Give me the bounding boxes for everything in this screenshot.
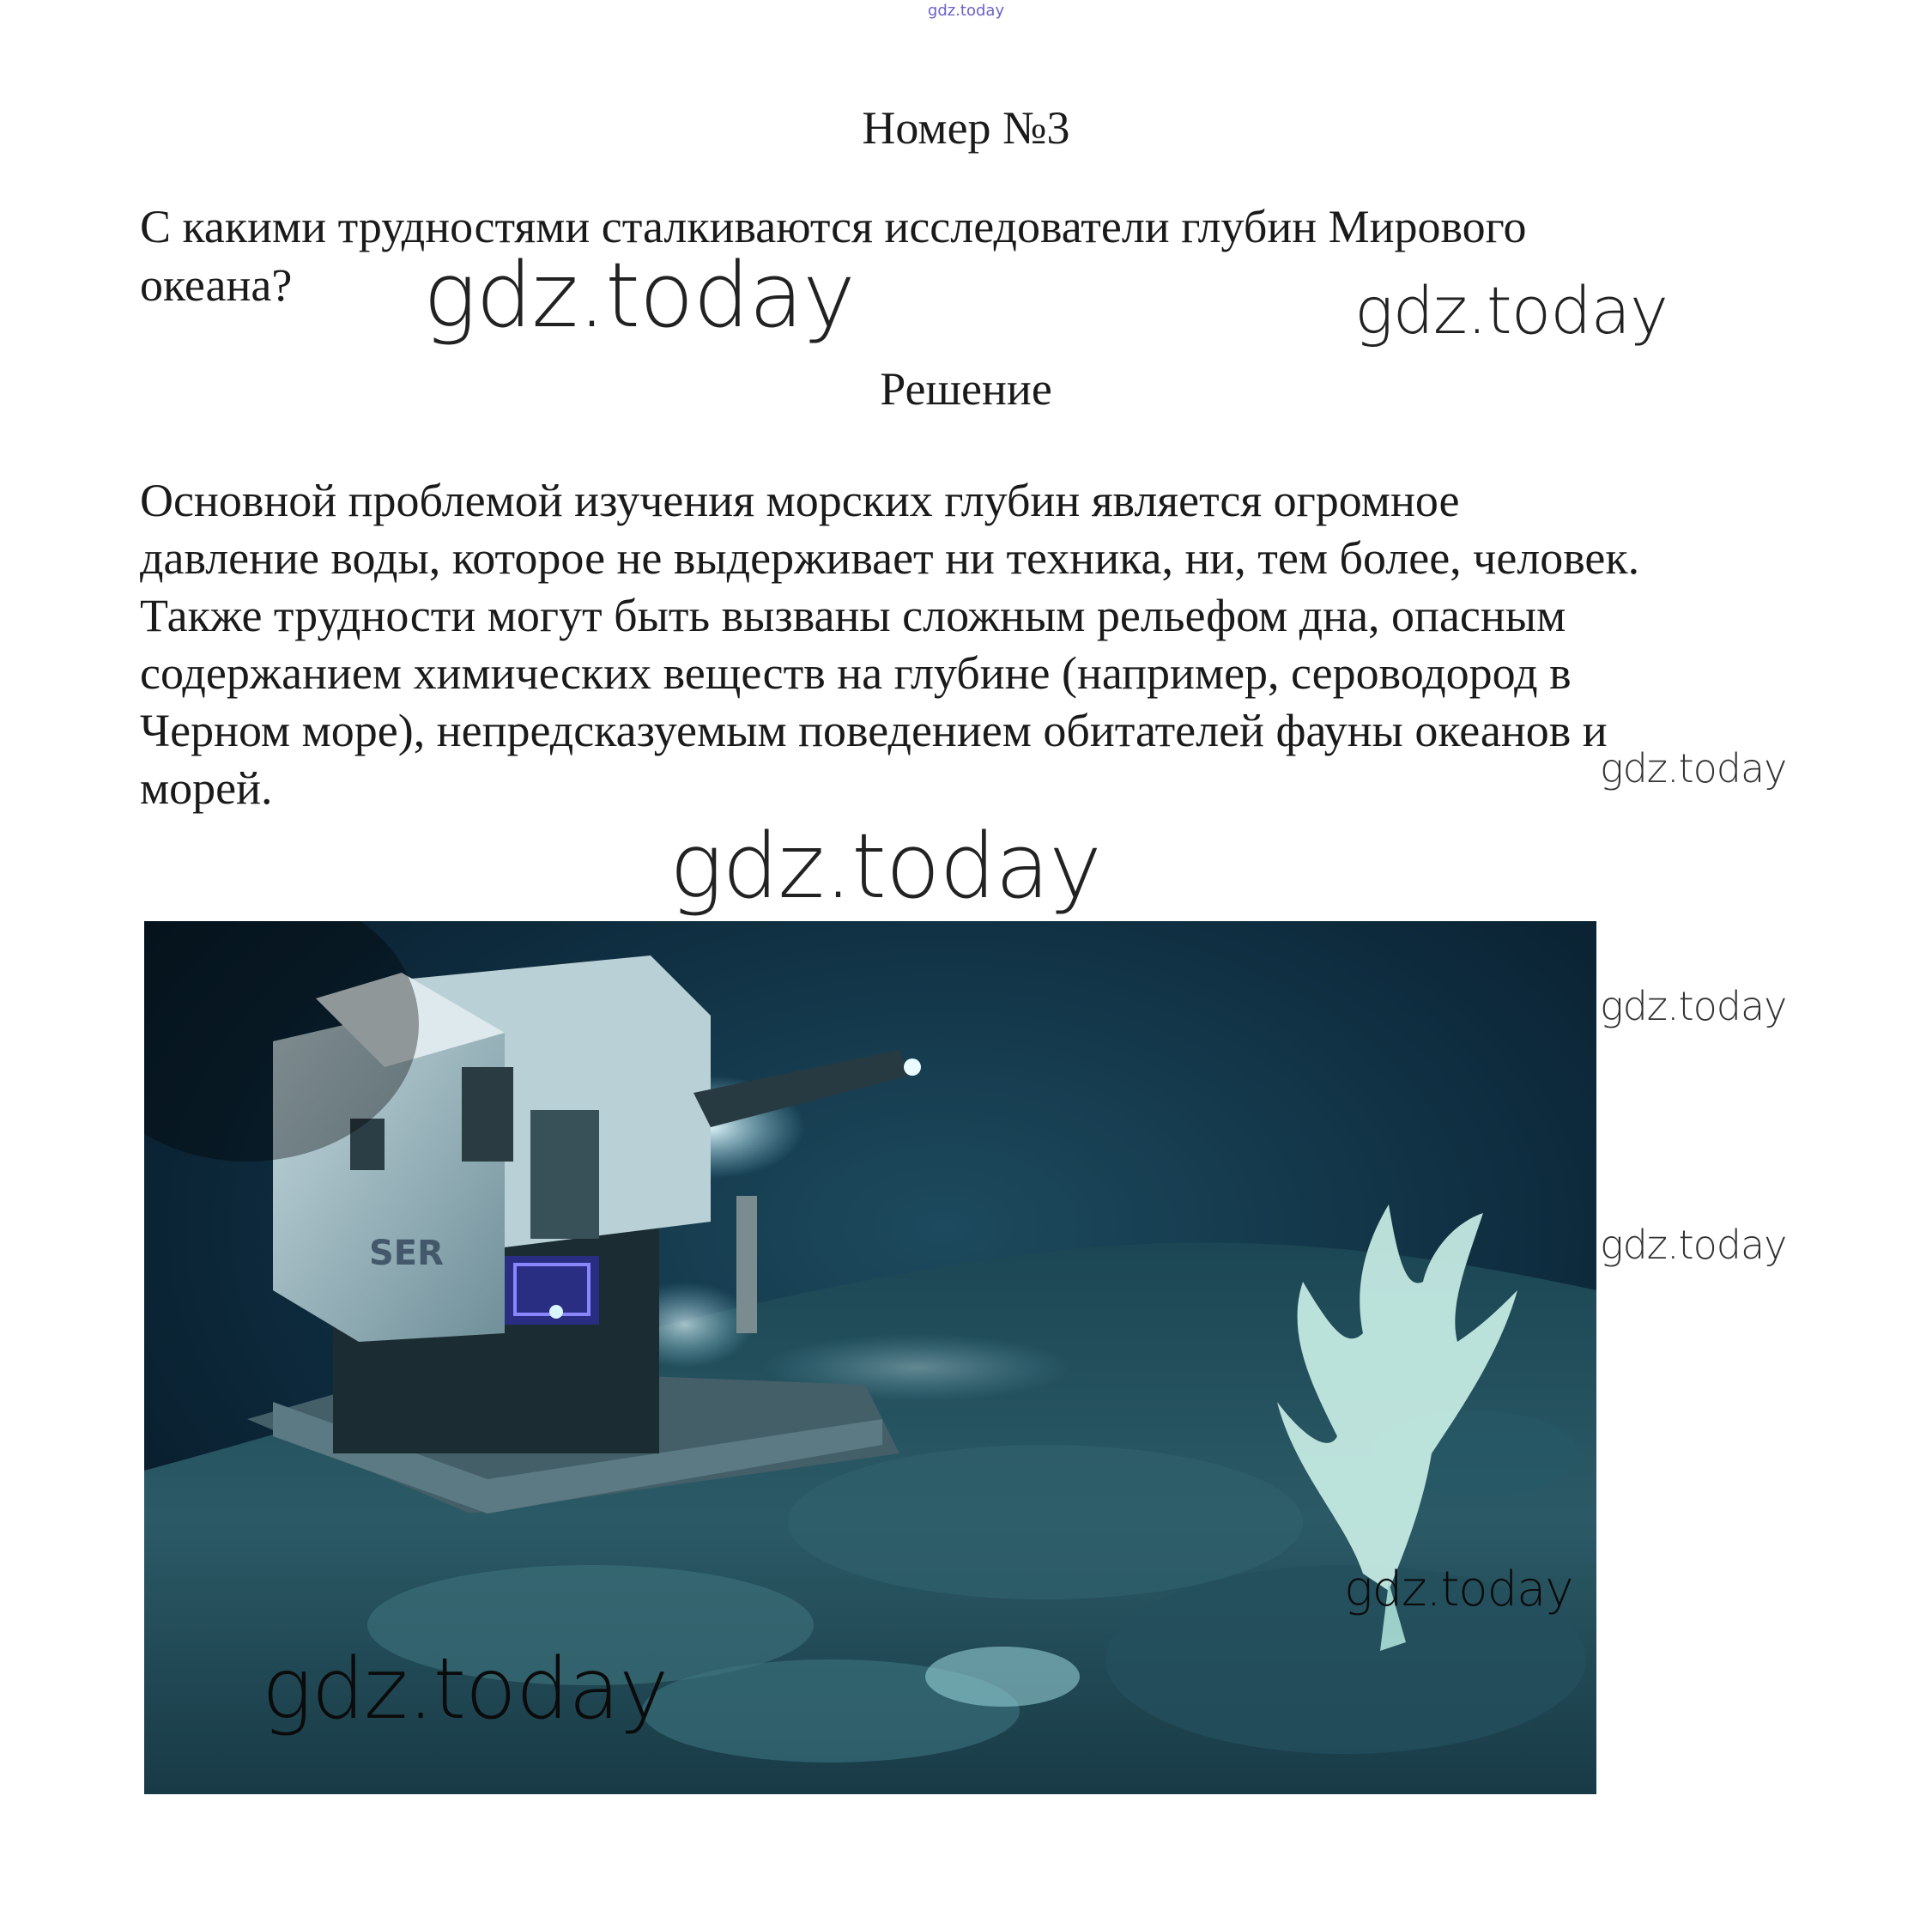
question-line: С какими трудностями сталкиваются исследователи глубин Мирового: [140, 201, 1527, 252]
answer-line: морей.: [140, 762, 273, 814]
answer-text: [140, 472, 1822, 817]
answer-line: Основной проблемой изучения морских глубин является огромное: [140, 475, 1460, 526]
answer-line: Также трудности могут быть вызваны сложным рельефом дна, опасным: [140, 590, 1566, 641]
solution-heading: Решение: [880, 363, 1052, 415]
site-mark: gdz.today: [927, 2, 1005, 20]
question-line: океана?: [140, 259, 293, 311]
answer-line: давление воды, которое не выдерживает ни техника, ни, тем более, человек.: [140, 532, 1640, 584]
watermark: gdz.today: [262, 1641, 669, 1738]
watermark: gdz.today: [1600, 983, 1787, 1029]
watermark: gdz.today: [1354, 272, 1668, 349]
watermark: gdz.today: [1344, 1562, 1573, 1617]
answer-line: содержанием химических веществ на глубине (например, сероводород в: [140, 647, 1572, 699]
watermark: gdz.today: [423, 243, 855, 348]
watermark: gdz.today: [669, 814, 1101, 919]
watermark: gdz.today: [1600, 745, 1787, 792]
deep-sea-rov-photo: [144, 921, 1596, 1794]
answer-line: Черном море), непредсказуемым поведением обитателей фауны океанов и: [140, 705, 1608, 756]
watermark: gdz.today: [1600, 1222, 1787, 1268]
page-title: Номер №3: [862, 102, 1070, 154]
rov-label: SER: [369, 1234, 444, 1273]
